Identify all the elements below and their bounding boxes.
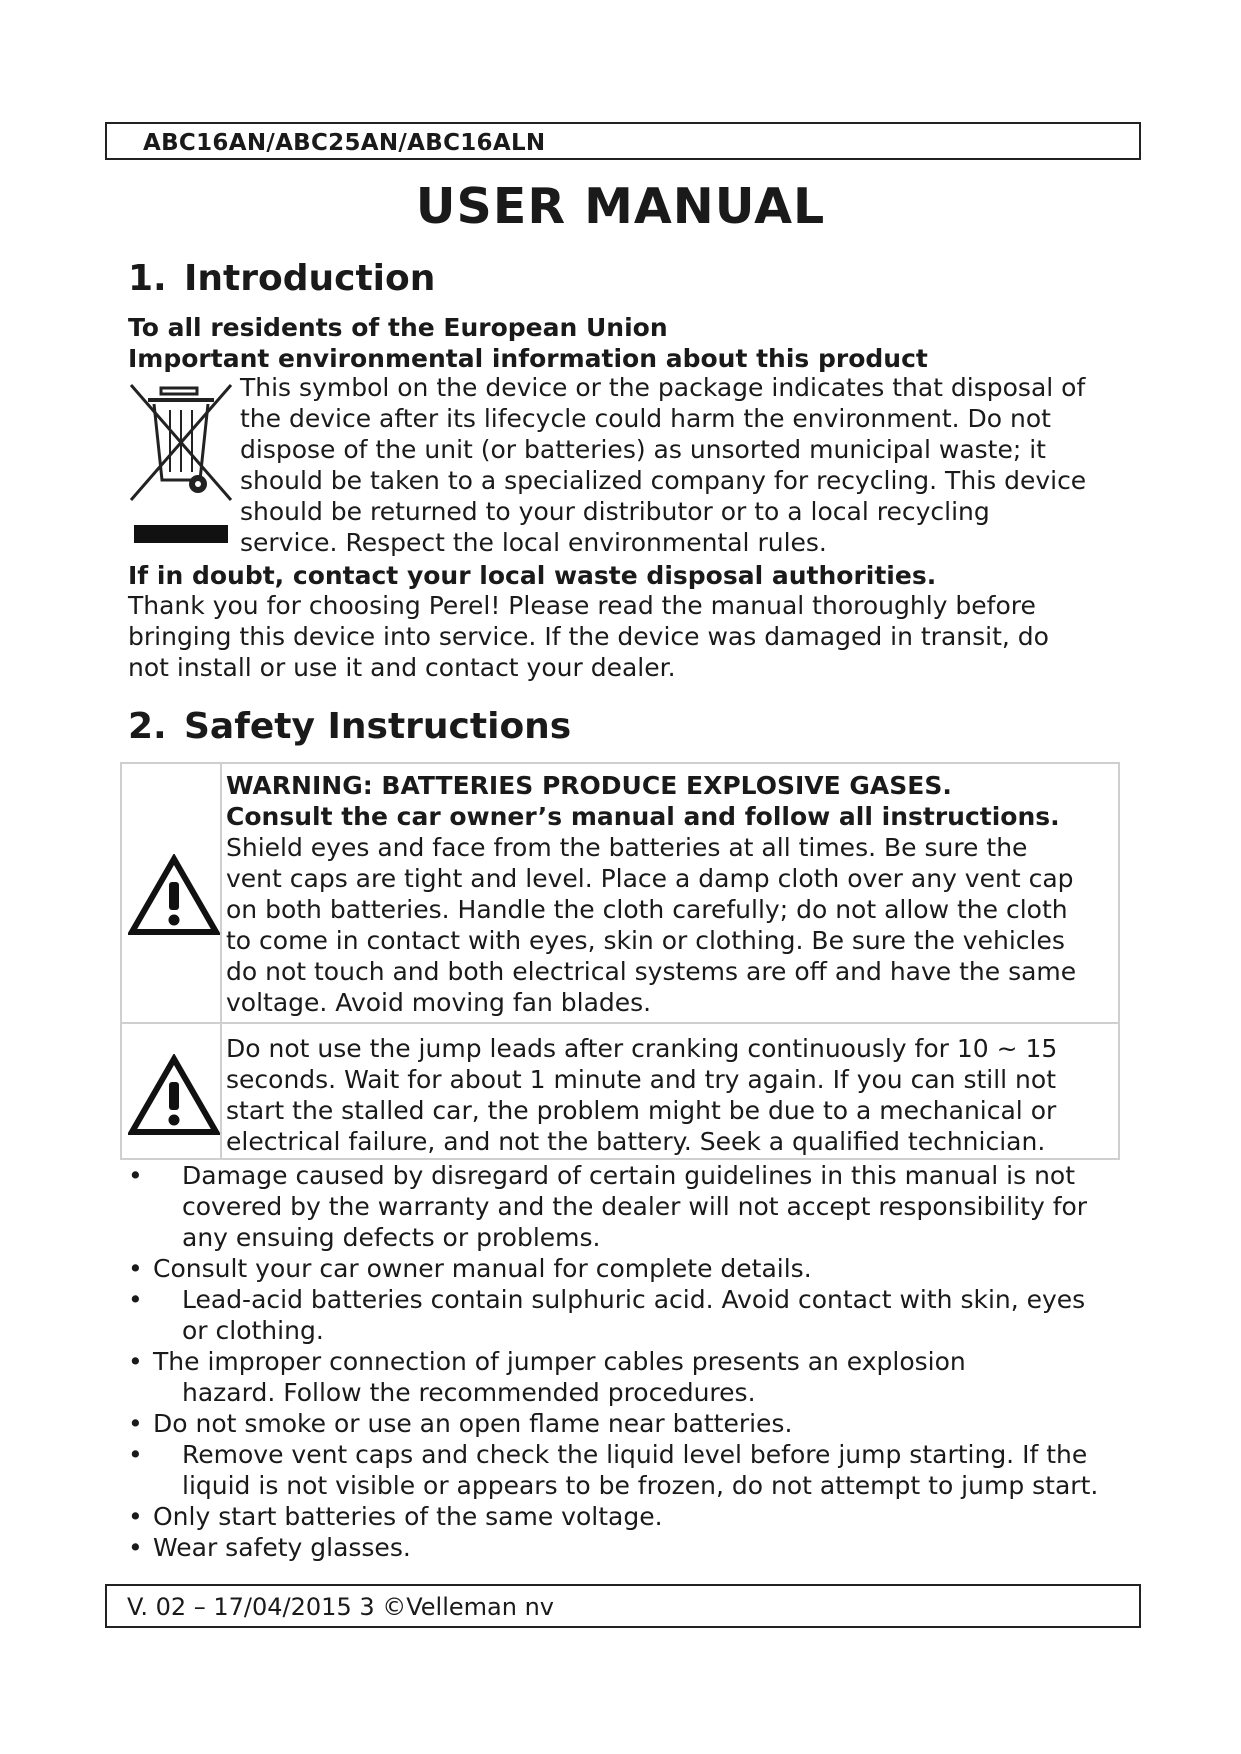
text-line: should be taken to a specialized company for recycling. This device: [240, 466, 1087, 495]
text-line: Thank you for choosing Perel! Please read the manual thoroughly before: [128, 591, 1036, 620]
table-divider: [220, 764, 222, 1158]
bullet-mark: •: [128, 1409, 143, 1438]
text-line: the device after its lifecycle could harm the environment. Do not: [240, 404, 1051, 433]
bullet-mark: •: [128, 1502, 143, 1531]
text-line: do not touch and both electrical systems are off and have the same: [226, 957, 1077, 986]
model-numbers: ABC16AN/ABC25AN/ABC16ALN: [143, 130, 546, 156]
section-title: Introduction: [184, 258, 436, 299]
text-line: Wear safety glasses.: [153, 1533, 411, 1562]
list-item: [128, 1439, 1138, 1501]
warning-triangle-icon: [128, 854, 220, 936]
text-line: The improper connection of jumper cables presents an explosion: [153, 1347, 966, 1376]
text-line: Consult your car owner manual for complete details.: [153, 1254, 812, 1283]
text-line: voltage. Avoid moving fan blades.: [226, 988, 652, 1017]
document-header: [105, 122, 1141, 160]
bullet-mark: •: [128, 1161, 143, 1190]
version-page-copyright: V. 02 – 17/04/2015 3 ©Velleman nv: [127, 1593, 554, 1621]
text-line: bringing this device into service. If the device was damaged in transit, do: [128, 622, 1049, 651]
safety-bullet-list: [128, 1160, 1138, 1563]
text-line: liquid is not visible or appears to be frozen, do not attempt to jump start.: [182, 1471, 1099, 1500]
document-footer: [105, 1584, 1141, 1628]
text-line: service. Respect the local environmental rules.: [240, 528, 827, 557]
text-line: vent caps are tight and level. Place a damp cloth over any vent cap: [226, 864, 1074, 893]
list-item: [128, 1253, 1138, 1284]
list-item: [128, 1160, 1138, 1253]
warning-subheading: Consult the car owner’s manual and follow all instructions.: [226, 802, 1060, 831]
list-item: [128, 1532, 1138, 1563]
text-line: hazard. Follow the recommended procedures.: [182, 1378, 756, 1407]
text-line: not install or use it and contact your dealer.: [128, 653, 676, 682]
text-line: Remove vent caps and check the liquid level before jump starting. If the: [182, 1440, 1088, 1469]
text-line: This symbol on the device or the package indicates that disposal of: [240, 373, 1086, 402]
bullet-mark: •: [128, 1533, 143, 1562]
doubt-contact-line: If in doubt, contact your local waste disposal authorities.: [128, 561, 937, 590]
text-line: Only start batteries of the same voltage.: [153, 1502, 663, 1531]
list-item: [128, 1284, 1138, 1346]
bullet-mark: •: [128, 1440, 143, 1469]
text-line: to come in contact with eyes, skin or clothing. Be sure the vehicles: [226, 926, 1065, 955]
warning-jump-leads-text: [226, 1033, 1116, 1157]
bullet-mark: •: [128, 1254, 143, 1283]
text-line: electrical failure, and not the battery. Seek a qualified technician.: [226, 1127, 1046, 1156]
section-title: Safety Instructions: [184, 706, 572, 747]
environment-info-line: Important environmental information about this product: [128, 344, 928, 373]
warning-table: [120, 762, 1120, 1160]
text-line: or clothing.: [182, 1316, 324, 1345]
warning-heading: WARNING: BATTERIES PRODUCE EXPLOSIVE GASES.: [226, 771, 952, 800]
section-number: 1.: [128, 258, 167, 299]
list-item: [128, 1408, 1138, 1439]
text-line: on both batteries. Handle the cloth carefully; do not allow the cloth: [226, 895, 1068, 924]
list-item: [128, 1501, 1138, 1532]
thanks-paragraph: [128, 590, 1138, 683]
text-line: seconds. Wait for about 1 minute and try again. If you can still not: [226, 1065, 1056, 1094]
bullet-mark: •: [128, 1347, 143, 1376]
text-line: covered by the warranty and the dealer will not accept responsibility for: [182, 1192, 1088, 1221]
text-line: should be returned to your distributor or to a local recycling: [240, 497, 990, 526]
weee-crossed-bin-icon: [126, 380, 236, 550]
page-title: USER MANUAL: [415, 178, 826, 235]
text-line: Do not smoke or use an open flame near batteries.: [153, 1409, 793, 1438]
section-heading-safety: [128, 706, 571, 747]
text-line: Do not use the jump leads after cranking continuously for 10 ~ 15: [226, 1034, 1058, 1063]
text-line: dispose of the unit (or batteries) as unsorted municipal waste; it: [240, 435, 1046, 464]
bullet-mark: •: [128, 1285, 143, 1314]
warning-explosive-gases-text: [226, 770, 1116, 1018]
eu-residents-line: To all residents of the European Union: [128, 313, 668, 342]
section-number: 2.: [128, 706, 167, 747]
text-line: Lead-acid batteries contain sulphuric acid. Avoid contact with skin, eyes: [182, 1285, 1086, 1314]
text-line: any ensuing defects or problems.: [182, 1223, 601, 1252]
table-divider: [122, 1022, 1118, 1024]
weee-paragraph: [240, 372, 1130, 558]
warning-triangle-icon: [128, 1054, 220, 1136]
section-heading-introduction: [128, 258, 435, 299]
text-line: start the stalled car, the problem might be due to a mechanical or: [226, 1096, 1057, 1125]
text-line: Shield eyes and face from the batteries at all times. Be sure the: [226, 833, 1028, 862]
text-line: Damage caused by disregard of certain guidelines in this manual is not: [182, 1161, 1076, 1190]
list-item: [128, 1346, 1138, 1408]
